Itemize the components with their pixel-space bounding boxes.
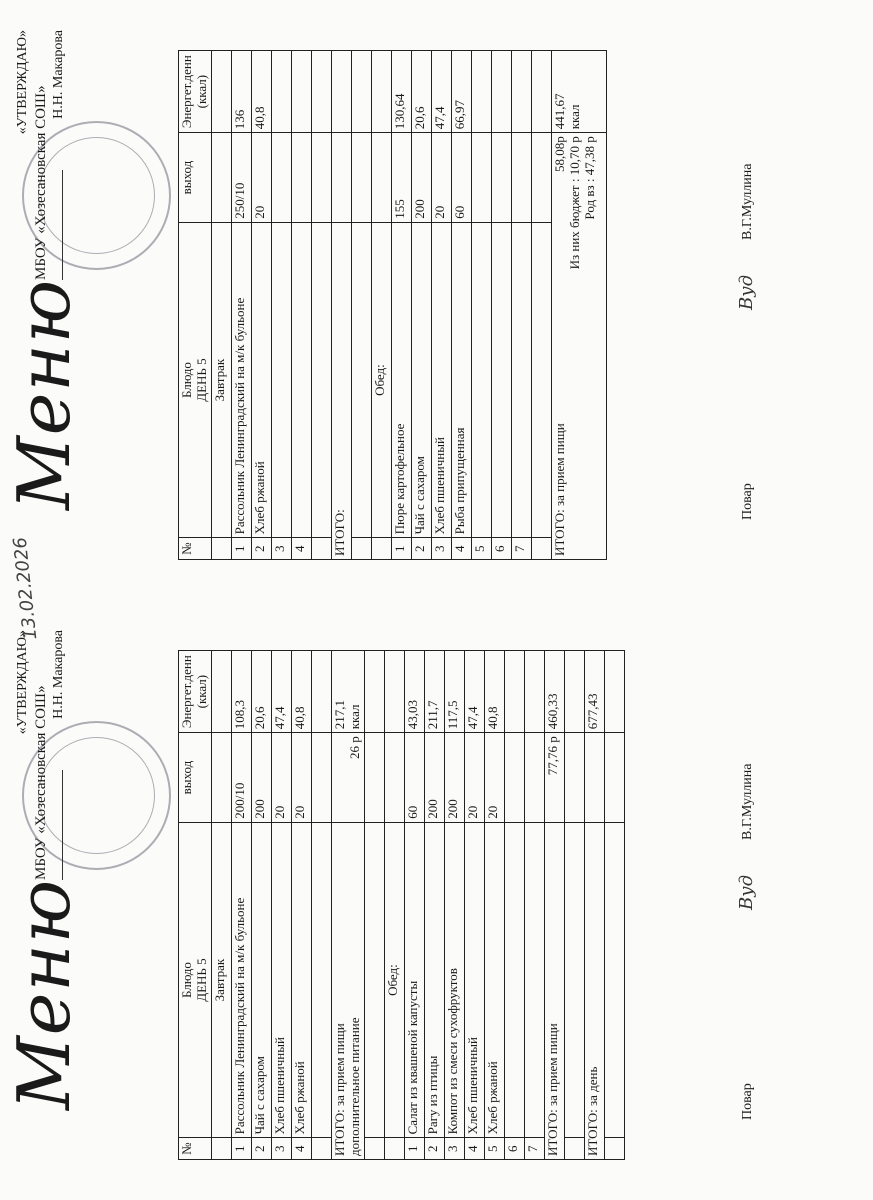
portion-out: 200 [411,133,431,222]
energy-value [271,51,291,133]
portion-out: 60 [404,733,424,822]
dish-name: Рассольник Ленинградский на м/к бульоне [231,822,251,1138]
table-row [484,651,504,1160]
row-number: 5 [484,1138,504,1160]
day-total-row [584,651,604,1160]
energy-value: 117,5 [444,651,464,733]
section-row [371,51,391,560]
table-row [231,651,251,1160]
row-number: 4 [451,538,471,560]
cook-label: Повар [740,483,755,520]
portion-out: 20 [251,133,271,222]
lunch-rows [391,51,531,560]
energy-value [524,651,544,733]
table-row [411,51,431,560]
approval-block [14,630,68,880]
row-number: 6 [491,538,511,560]
row-number: 2 [251,1138,271,1160]
dish-name: Хлеб пшеничный [431,222,451,538]
school-name: МБОУ «Хозесановская СОШ» [32,685,49,880]
portion-out: 200 [444,733,464,822]
dish-name: Чай с сахаром [251,822,271,1138]
dish-name [504,822,524,1138]
table-row [291,651,311,1160]
dish-name [291,222,311,538]
energy-value: 43,03 [404,651,424,733]
energy-value: 20,6 [251,651,271,733]
breakfast-rows [231,51,311,560]
dish-name: Хлеб ржаной [251,222,271,538]
section-breakfast: Завтрак [211,222,231,538]
dish-name: Компот из смеси сухофруктов [444,822,464,1138]
total-sublabel: дополнительное питание [346,1017,362,1156]
table-row [311,51,331,560]
dish-name [524,822,544,1138]
table-row [404,651,424,1160]
dish-name: Хлеб ржаной [484,822,504,1138]
breakfast-rows [231,651,311,1160]
row-number: 3 [444,1138,464,1160]
energy-value: 211,7 [424,651,444,733]
portion-out [471,133,491,222]
approval-block [14,30,68,280]
portion-out: 200 [424,733,444,822]
energy-value: 40,8 [291,651,311,733]
table-row [524,651,544,1160]
header-dish [179,822,212,1138]
energy-value [491,51,511,133]
table-row [504,651,524,1160]
table-row [291,51,311,560]
dish-name: Хлеб пшеничный [271,822,291,1138]
row-number: 4 [464,1138,484,1160]
table-row [251,651,271,1160]
lunch-rows [404,651,544,1160]
row-number: 4 [291,538,311,560]
school-name: МБОУ «Хозесановская СОШ» [32,85,49,280]
menu-table [178,650,625,1160]
table-row [511,51,531,560]
portion-out: 200 [251,733,271,822]
cook-name: В.Г.Муллина [740,163,755,240]
table-row [431,51,451,560]
signer-name: Н.Н. Макарова [51,630,67,719]
energy-value [471,51,491,133]
row-number: 5 [471,538,491,560]
dish-name: Пюре картофельное [391,222,411,538]
energy-value: 40,8 [484,651,504,733]
cook-signature: Вуд [736,274,757,310]
energy-value: 108,3 [231,651,251,733]
row-number: 3 [431,538,451,560]
energy-value: 47,4 [464,651,484,733]
row-number: 3 [271,538,291,560]
total-row [331,651,364,1160]
table-row [444,651,464,1160]
row-number: 1 [231,1138,251,1160]
table-row [564,651,584,1160]
dish-name: Салат из квашеной капусты [404,822,424,1138]
portion-out: 20 [271,733,291,822]
budget-line: Из них бюджет : 10,70 р [566,136,582,270]
portion-out [504,733,524,822]
dish-name: Чай с сахаром [411,222,431,538]
row-number: 3 [271,1138,291,1160]
dish-name: Рассольник Ленинградский на м/к бульоне [231,222,251,538]
portion-out: 20 [464,733,484,822]
energy-value: 130,64 [391,51,411,133]
header-day: ДЕНЬ 5 [193,958,209,1002]
energy-value [291,51,311,133]
section-lunch: Обед: [371,222,391,538]
table-header-row [179,651,212,1160]
table-row [531,51,551,560]
portion-out [511,133,531,222]
row-number: 7 [524,1138,544,1160]
portion-out [491,133,511,222]
row-number: 7 [511,538,531,560]
table-row [271,51,291,560]
portion-out: 155 [391,133,411,222]
total-label: ИТОГО: за прием пищи [331,1023,347,1156]
table-row [471,51,491,560]
total-row [544,651,564,1160]
total-label: ИТОГО: за прием пищи [544,822,564,1159]
signature-underline [50,170,63,280]
energy-value: 136 [231,51,251,133]
table-row [271,651,291,1160]
header-dish [179,222,212,538]
approve-heading: «УТВЕРЖДАЮ» [15,30,30,135]
table-row [391,51,411,560]
menu-table [178,50,607,560]
section-row [211,651,231,1160]
row-number: 6 [504,1138,524,1160]
total-price: 77,76 р [544,733,564,822]
row-number: 1 [404,1138,424,1160]
row-number: 2 [251,538,271,560]
table-row [231,51,251,560]
dish-name [271,222,291,538]
signature-underline [50,770,63,880]
table-header-row [179,51,212,560]
energy-value: 47,4 [431,51,451,133]
signer-name: Н.Н. Макарова [51,30,67,119]
total-energy: 460,33 [544,651,564,733]
portion-out [291,133,311,222]
handwritten-date: 13.02.2026 [9,536,42,641]
total-label: ИТОГО: за прием пищи [551,423,567,556]
portion-out: 60 [451,133,471,222]
total-price: 58,08р [551,136,567,173]
menu-left [0,536,873,1200]
energy-value: 47,4 [271,651,291,733]
dish-name: Хлеб пшеничный [464,822,484,1138]
section-breakfast: Завтрак [211,822,231,1138]
row-number: 1 [231,538,251,560]
portion-out [271,133,291,222]
menu-title: Меню [2,278,86,510]
signer-line [50,30,68,280]
row-number: 4 [291,1138,311,1160]
energy-value: 20,6 [411,51,431,133]
section-row [211,51,231,560]
dish-name [471,222,491,538]
signer-line [50,630,68,880]
dish-name: Рагу из птицы [424,822,444,1138]
header-out: выход [179,133,212,222]
cook-label: Повар [740,1083,755,1120]
day-total-energy: 677,43 [584,651,604,733]
table-row [464,651,484,1160]
portion-out: 20 [291,733,311,822]
portion-out: 250/10 [231,133,251,222]
dish-name [511,222,531,538]
total-row [331,51,351,560]
header-dish-label: Блюдо [179,362,194,399]
menu-title: Меню [2,878,86,1110]
portion-out [524,733,544,822]
table-row [604,651,624,1160]
dish-name: Хлеб ржаной [291,822,311,1138]
table-row [251,51,271,560]
energy-value [504,651,524,733]
header-no: № [179,1138,212,1160]
energy-value: 66,97 [451,51,471,133]
header-day: ДЕНЬ 5 [193,358,209,402]
energy-value [511,51,531,133]
total-energy: 441,67 [551,93,567,130]
portion-out: 200/10 [231,733,251,822]
section-lunch: Обед: [384,822,404,1138]
table-row [351,51,371,560]
total-label: ИТОГО: [331,222,351,559]
header-energy: Энергет.денн (ккал) [179,51,212,133]
table-row [311,651,331,1160]
row-number: 2 [411,538,431,560]
approve-heading: «УТВЕРЖДАЮ» [15,630,30,735]
table-row [424,651,444,1160]
header-dish-label: Блюдо [179,962,194,999]
parent-line: Род вз : 47,38 р [581,136,597,220]
total-energy-unit: ккал [346,704,362,730]
header-out: выход [179,733,212,822]
row-number: 1 [391,538,411,560]
dish-name [491,222,511,538]
total-price: 26 р [331,733,364,822]
cook-name: В.Г.Муллина [740,763,755,840]
table-row [451,51,471,560]
cook-signature: Вуд [736,874,757,910]
day-total-label: ИТОГО: за день [584,822,604,1159]
total-energy: 217,1 [331,700,347,730]
dish-name: Рыба припущенная [451,222,471,538]
section-row [384,651,404,1160]
table-row [364,651,384,1160]
energy-value: 40,8 [251,51,271,133]
table-row [491,51,511,560]
portion-out: 20 [484,733,504,822]
row-number: 2 [424,1138,444,1160]
total-energy-unit: ккал [566,104,582,130]
total-row [551,51,606,560]
header-energy: Энергет.денн (ккал) [179,651,212,733]
portion-out: 20 [431,133,451,222]
header-no: № [179,538,212,560]
